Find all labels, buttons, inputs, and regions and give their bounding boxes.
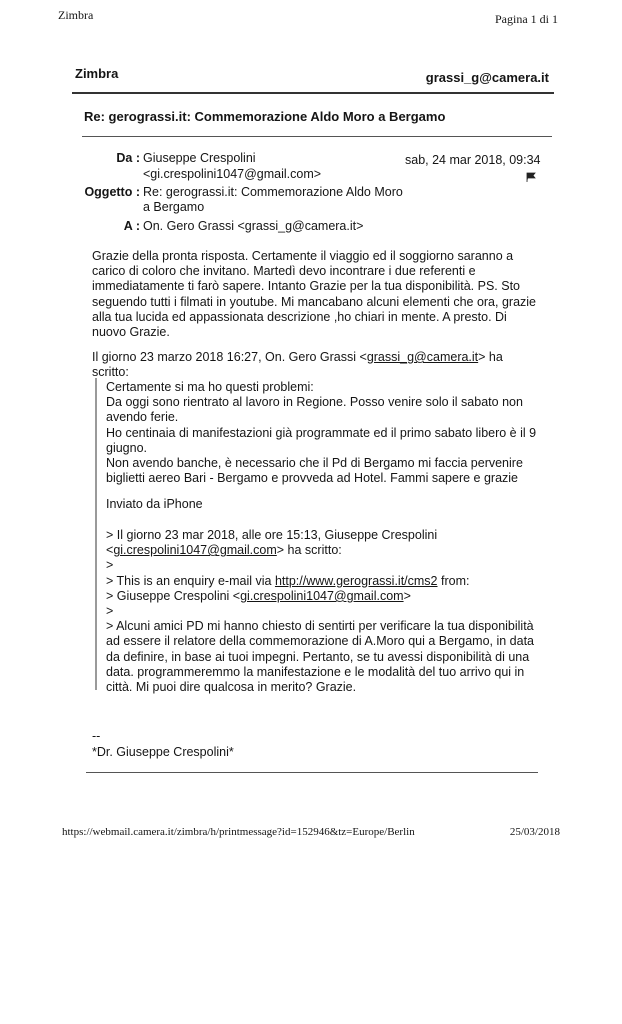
- message-body: [92, 249, 552, 340]
- to-label: A :: [123, 219, 140, 233]
- nested-suffix: > ha scritto:: [276, 543, 342, 558]
- nested-prefix: > Giuseppe Crespolini <: [106, 588, 241, 603]
- from-name: Giuseppe Crespolini: [143, 151, 256, 165]
- zimbra-brand: Zimbra: [75, 66, 119, 81]
- quoted-line: Non avendo banche, è necessario che il Pd di Bergamo mi faccia pervenire: [106, 456, 523, 471]
- body-line: seguendo tutti i filmati in youtube. Mi mancabano alcuni elementi che ora, grazie: [92, 294, 537, 309]
- body-line: immediatamente ti farò sapere. Intanto Grazie per la tua disponibilità. PS. Sto: [92, 279, 521, 294]
- nested-suffix: >: [403, 588, 411, 603]
- reply-intro-email-link[interactable]: grassi_g@camera.it: [366, 350, 479, 364]
- to-value: On. Gero Grassi <grassi_g@camera.it>: [143, 219, 364, 233]
- signature-name: *Dr. Giuseppe Crespolini*: [92, 745, 234, 759]
- reply-intro: [92, 350, 562, 380]
- website-link[interactable]: http://www.gerograssi.it/cms2: [274, 573, 438, 588]
- from-email: <gi.crespolini1047@gmail.com>: [143, 167, 322, 181]
- print-header-app: Zimbra: [58, 8, 94, 22]
- quoted-line: biglietti aereo Bari - Bergamo e provveda ad Hotel. Fammi sapere e grazie: [106, 471, 519, 486]
- message-subject: Re: gerograssi.it: Commemorazione Aldo Moro a Bergamo: [84, 109, 446, 124]
- subject-label: Oggetto :: [84, 185, 140, 199]
- header-divider: [72, 92, 554, 94]
- reply-intro-prefix: Il giorno 23 marzo 2018 16:27, On. Gero Grassi <: [92, 350, 367, 364]
- signature-divider: [86, 772, 538, 773]
- nested-text-line: data. programmeremmo la manifestazione e le modalità del tuo arrivo qui in: [106, 664, 525, 679]
- sent-from-iphone: Inviato da iPhone: [106, 497, 203, 511]
- body-line: nuovo Grazie.: [92, 325, 170, 340]
- nested-text-line: città. Mi puoi dire qualcosa in merito? Grazie.: [106, 680, 357, 695]
- quoted-line: Da oggi sono rientrato al lavoro in Regione. Posso venire solo il sabato non: [106, 395, 523, 410]
- reply-intro-suffix: > ha: [478, 350, 503, 364]
- subject-divider: [82, 136, 552, 137]
- print-header-page-number: Pagina 1 di 1: [495, 12, 558, 26]
- body-line: alla tua lucida ed appassionata descrizione ,ho chiari in mente. A presto. Di: [92, 309, 507, 324]
- nested-email-link[interactable]: gi.crespolini1047@gmail.com: [113, 543, 277, 558]
- nested-prefix: <: [106, 543, 114, 558]
- quoted-line: Certamente si ma ho questi problemi:: [106, 380, 314, 394]
- message-date: sab, 24 mar 2018, 09:34: [405, 153, 541, 167]
- subject-value-line1: Re: gerograssi.it: Commemorazione Aldo Moro: [143, 185, 403, 199]
- nested-suffix: from:: [437, 573, 470, 588]
- quoted-line: avendo ferie.: [106, 410, 179, 425]
- sender-email-link[interactable]: gi.crespolini1047@gmail.com: [240, 588, 404, 603]
- body-line: carico di coloro che invitano. Martedì devo incontrare i due referenti e: [92, 264, 476, 279]
- body-line: Grazie della pronta risposta. Certamente il viaggio ed il soggiorno saranno a: [92, 249, 514, 263]
- footer-date: 25/03/2018: [509, 826, 560, 838]
- account-email: grassi_g@camera.it: [425, 70, 549, 85]
- reply-intro-line2: scritto:: [92, 365, 129, 380]
- signature-dash: --: [92, 729, 101, 743]
- nested-gt: >: [106, 604, 114, 619]
- nested-gt: >: [106, 558, 114, 573]
- nested-text-line: ad essere il relatore della commemorazione di A.Moro qui a Bergamo, in data: [106, 634, 534, 649]
- quoted-message: [95, 378, 557, 695]
- flag-icon[interactable]: [526, 172, 537, 186]
- nested-prefix: > This is an enquiry e-mail via: [106, 573, 275, 588]
- quoted-line: Ho centinaia di manifestazioni già programmate ed il primo sabato libero è il 9: [106, 425, 537, 440]
- quoted-line: giugno.: [106, 440, 148, 455]
- subject-value-line2: a Bergamo: [143, 200, 205, 214]
- nested-text-line: > Alcuni amici PD mi hanno chiesto di sentirti per verificare la tua disponibilità: [106, 619, 534, 634]
- nested-text-line: da definire, in base ai tuoi impegni. Pertanto, se tu avessi disponibilità di una: [106, 649, 530, 664]
- footer-url: https://webmail.camera.it/zimbra/h/printmessage?id=152946&tz=Europe/Berlin: [62, 826, 415, 838]
- nested-line: > Il giorno 23 mar 2018, alle ore 15:13, Giuseppe Crespolini: [106, 528, 438, 542]
- from-label: Da :: [116, 151, 140, 165]
